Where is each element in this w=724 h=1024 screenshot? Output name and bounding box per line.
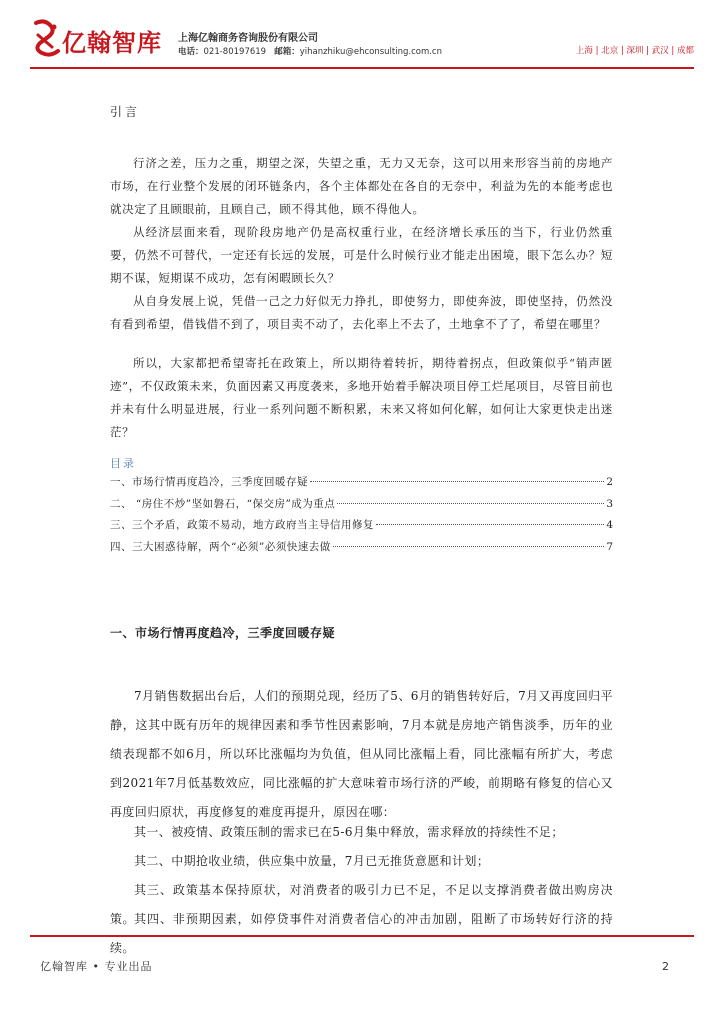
toc-leader bbox=[333, 546, 605, 547]
section-point-3: 其三、政策基本保持原状，对消费者的吸引力已不足，不足以支撑消费者做出购房决策。 bbox=[110, 883, 613, 926]
toc-item[interactable] bbox=[110, 474, 613, 496]
intro-title: 引言 bbox=[110, 105, 141, 119]
header-divider bbox=[30, 67, 694, 69]
toc-leader bbox=[376, 524, 604, 525]
page-number: 2 bbox=[662, 960, 669, 973]
section-point-2: 其二、中期抢收业绩，供应集中放量，7月已无推货意愿和计划； bbox=[134, 854, 490, 868]
email-address: yihanzhiku@ehconsulting.com.cn bbox=[299, 47, 442, 57]
toc-item-text: 二、 “房住不炒”坚如磐石，“保交房”成为重点 bbox=[110, 497, 336, 510]
section-lead-paragraph: 7月销售数据出台后，人们的预期兑现，经历了5、6月的销售转好后，7月又再度回归平静，这其中既有历年的规律因素和季节性因素影响，7月本就是房地产销售淡季，历年的业绩表现都不如6月，所以环比涨幅均为负值，但从同比涨幅上看，同比涨幅有所扩大，考虑到2021年7月低基数效应，同比涨幅的扩大意味着市场行济的严峻，前期略有修复的信心又再度回归原状，再度修复的难度再提升，原因在哪： bbox=[110, 689, 613, 819]
toc-item-text: 一、市场行情再度趋冷，三季度回暖存疑 bbox=[110, 476, 308, 488]
toc-leader bbox=[310, 481, 604, 482]
table-of-contents bbox=[110, 474, 613, 560]
section-point-1: 其一、被疫情、政策压制的需求已在5-6月集中释放，需求释放的持续性不足； bbox=[134, 825, 564, 839]
toc-title: 目录 bbox=[110, 457, 136, 470]
logo-text: 亿翰智库 bbox=[62, 29, 162, 57]
footer-brand: 亿翰智库 • 专业出品 bbox=[40, 960, 153, 973]
toc-item-page: 3 bbox=[606, 497, 613, 510]
logo-mark-icon bbox=[30, 17, 64, 61]
intro-paragraph-3: 从自身发展上说，凭借一己之力好似无力挣扎，即使努力，即使奔波，即使坚持，仍然没有看到希望，借钱借不到了，项目卖不动了，去化率上不去了，土地拿不了了，希望在哪里？ bbox=[110, 294, 613, 331]
toc-item-page: 7 bbox=[606, 540, 613, 553]
toc-leader bbox=[337, 503, 604, 504]
phone-number: 021-80197619 bbox=[203, 47, 267, 57]
brand-logo bbox=[30, 17, 170, 61]
toc-item[interactable] bbox=[110, 496, 613, 518]
phone-label: 电话： bbox=[178, 47, 204, 57]
email-label: 邮箱： bbox=[274, 47, 300, 57]
toc-item-page: 4 bbox=[606, 519, 613, 531]
page-header bbox=[0, 0, 724, 70]
intro-paragraph-4: 所以，大家都把希望寄托在政策上，所以期待着转折，期待着拐点，但政策似乎“销声匿迹”，不仅政策未来，负面因素又再度袭来，多地开始着手解决项目停工烂尾项目，尽管目前也并未有什么明显进展，行业一系列问题不断积累，未来又将如何化解，如何让大家更快走出迷茫？ bbox=[110, 356, 613, 439]
intro-paragraph-2: 从经济层面来看，现阶段房地产仍是高权重行业，在经济增长承压的当下，行业仍然重要，仍然不可替代，一定还有长远的发展，可是什么时候行业才能走出困境，眼下怎么办？短期不谋，短期谋不成功，怎有闲暇顾长久？ bbox=[110, 225, 613, 285]
toc-item-text: 四、三大困惑待解，两个“必须”必须快速去做 bbox=[110, 540, 331, 553]
company-name: 上海亿翰商务咨询股份有限公司 bbox=[178, 33, 318, 44]
contact-line bbox=[178, 45, 442, 57]
office-cities: 上海 | 北京 | 深圳 | 武汉 | 成都 bbox=[575, 46, 694, 56]
toc-item[interactable] bbox=[110, 517, 613, 539]
toc-item[interactable] bbox=[110, 539, 613, 561]
toc-item-page: 2 bbox=[606, 476, 613, 488]
section-heading: 一、市场行情再度趋冷，三季度回暖存疑 bbox=[110, 626, 336, 640]
intro-paragraph-1: 行济之差，压力之重，期望之深，失望之重，无力又无奈，这可以用来形容当前的房地产市场，在行业整个发展的闭环链条内，各个主体都处在各自的无奈中，利益为先的本能考虑也就决定了且顾眼前，且顾自己，顾不得其他，顾不得他人。 bbox=[110, 156, 613, 216]
footer-divider bbox=[30, 935, 694, 937]
toc-item-text: 三、三个矛盾，政策不易动，地方政府当主导信用修复 bbox=[110, 519, 374, 531]
section-point-4: 其四、非预期因素，如停贷事件对消费者信心的冲击加剧，阻断了市场转好行济的持续。 bbox=[110, 912, 613, 955]
